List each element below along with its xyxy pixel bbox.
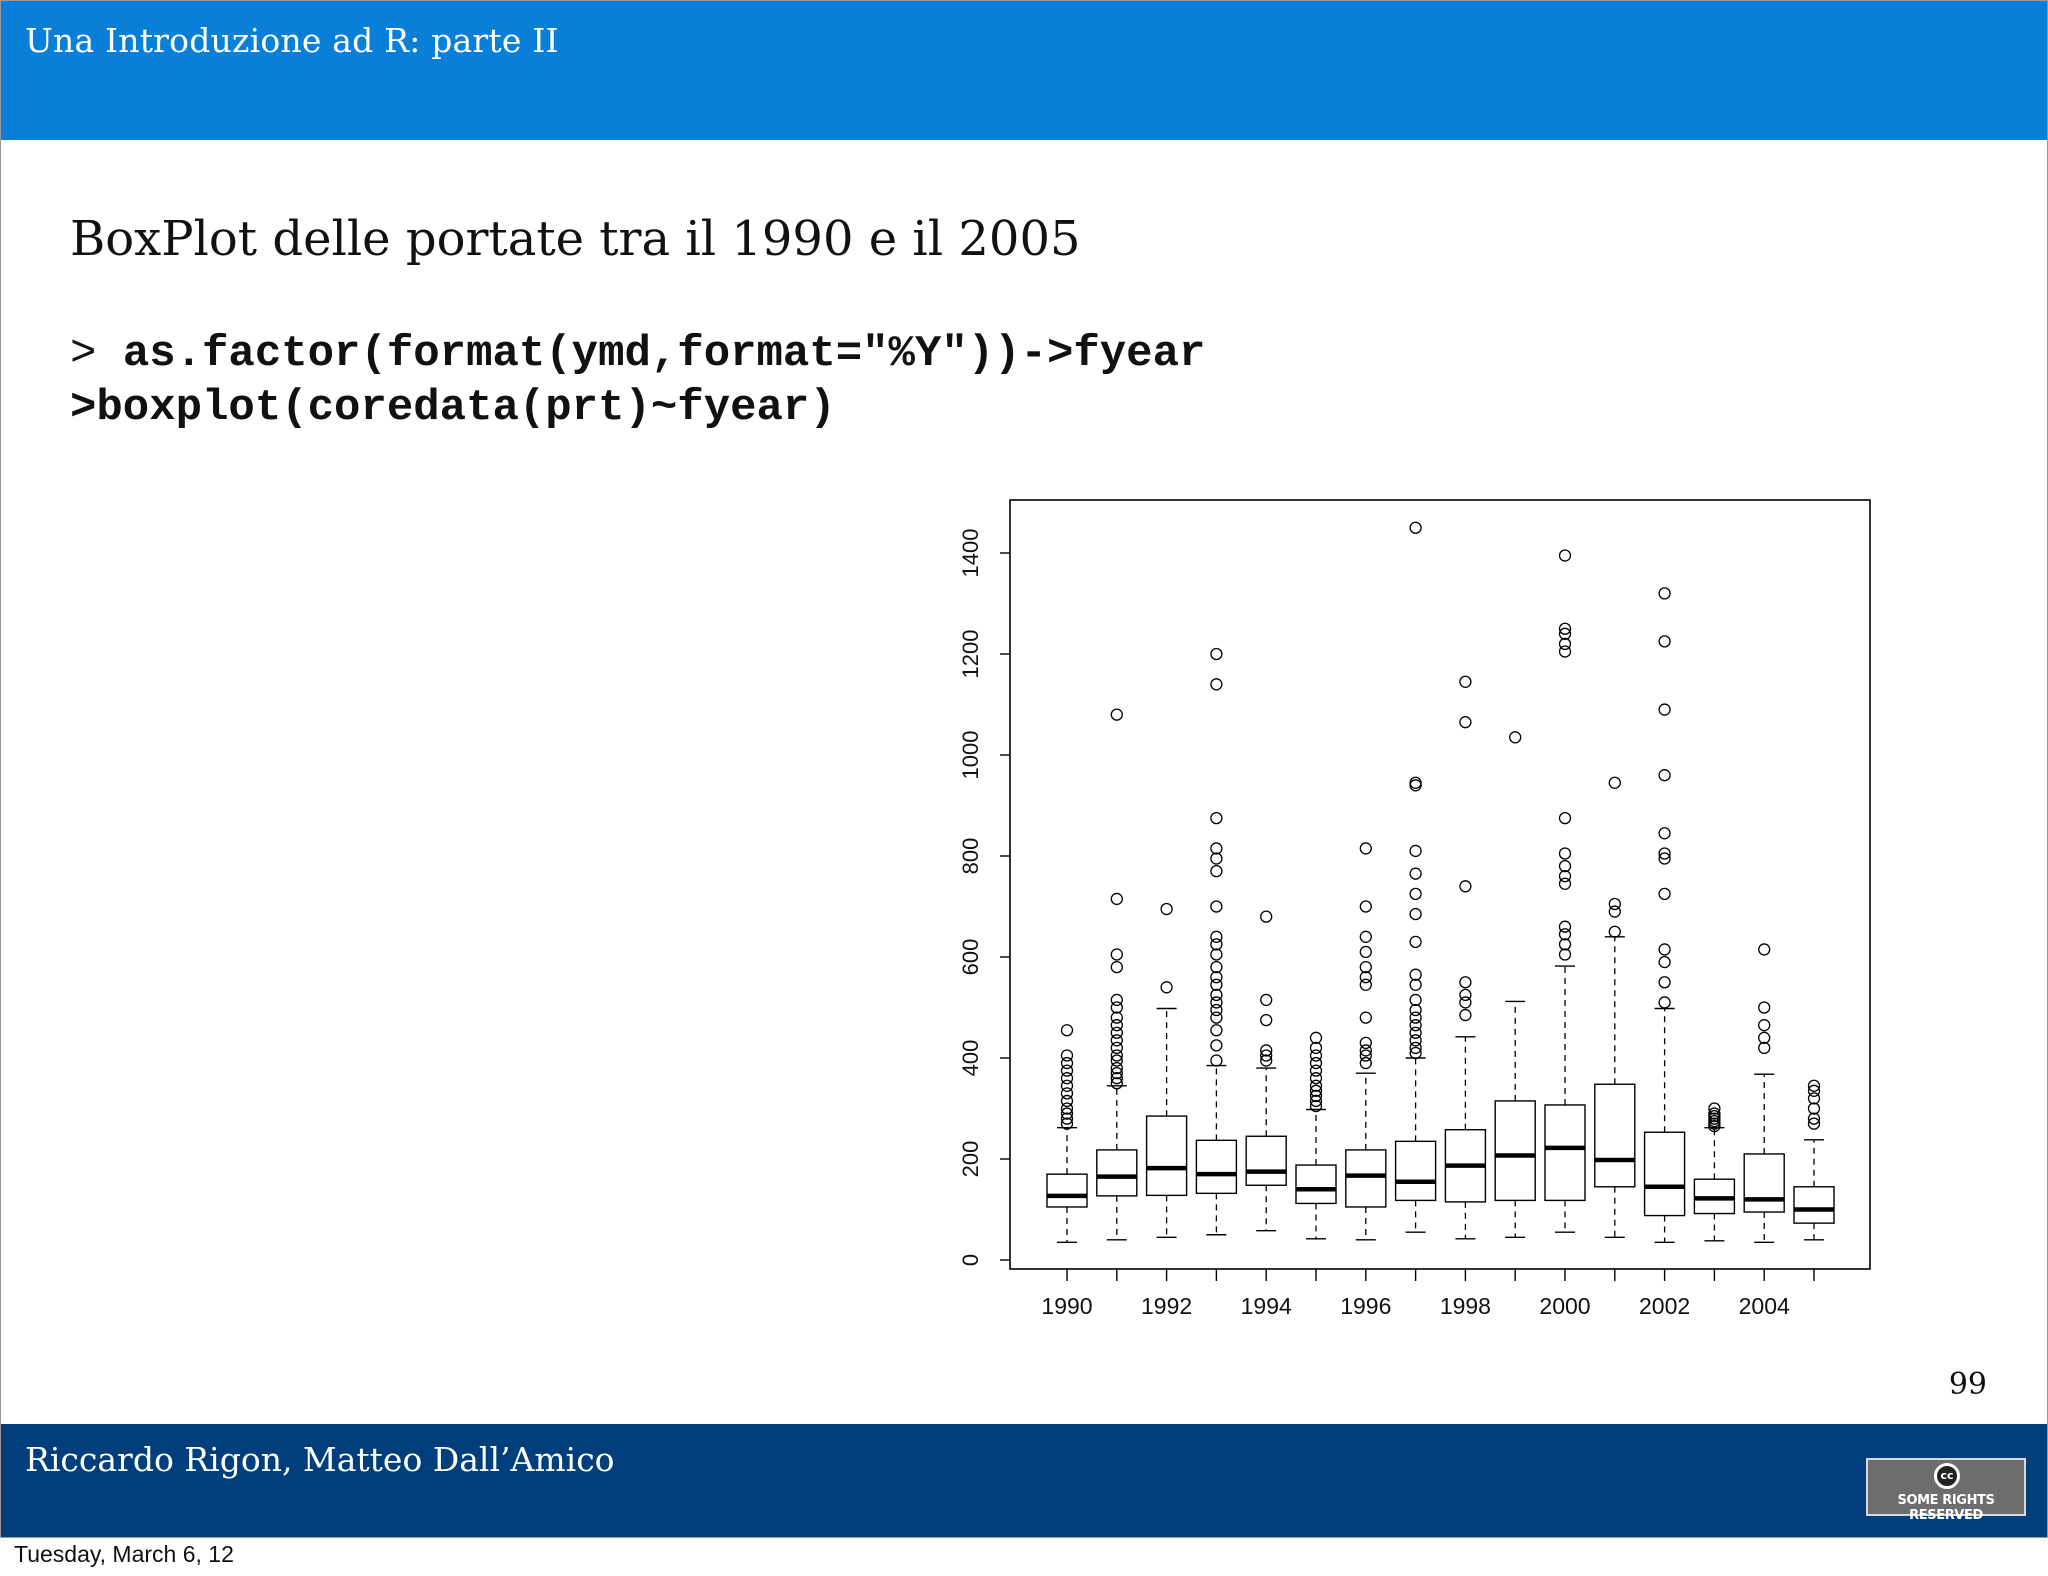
x-tick-label: 1992 — [1141, 1293, 1193, 1319]
outlier-point — [1609, 898, 1620, 909]
footer-bar — [1, 1424, 2047, 1537]
outlier-point — [1360, 1037, 1371, 1048]
outlier-point — [1659, 588, 1670, 599]
outlier-point — [1211, 813, 1222, 824]
boxplot-chart — [921, 481, 1881, 1341]
outlier-point — [1659, 828, 1670, 839]
creative-commons-icon: cc — [1934, 1463, 1960, 1489]
outlier-point — [1410, 909, 1421, 920]
outlier-point — [1410, 994, 1421, 1005]
x-tick-label: 1990 — [1041, 1293, 1093, 1319]
outlier-point — [1659, 704, 1670, 715]
outlier-point — [1659, 770, 1670, 781]
y-tick-label: 1200 — [958, 629, 983, 679]
outlier-point — [1211, 853, 1222, 864]
box — [1097, 1150, 1137, 1196]
code-line-2: >boxplot(coredata(prt)~fyear) — [70, 383, 836, 433]
outlier-point — [1360, 843, 1371, 854]
outlier-point — [1759, 1002, 1770, 1013]
x-tick-label: 1998 — [1439, 1293, 1491, 1319]
outlier-point — [1759, 1042, 1770, 1053]
outlier-point — [1759, 1032, 1770, 1043]
outlier-point — [1560, 638, 1571, 649]
box — [1047, 1174, 1087, 1207]
outlier-point — [1111, 949, 1122, 960]
outlier-point — [1161, 904, 1172, 915]
outlier-point — [1410, 979, 1421, 990]
boxplot-svg — [921, 481, 1881, 1341]
outlier-point — [1609, 777, 1620, 788]
outlier-point — [1410, 780, 1421, 791]
outlier-point — [1410, 777, 1421, 788]
outlier-point — [1111, 1012, 1122, 1023]
y-tick-label: 800 — [958, 837, 983, 875]
outlier-point — [1211, 931, 1222, 942]
outlier-point — [1360, 901, 1371, 912]
outlier-point — [1410, 868, 1421, 879]
y-tick-label: 600 — [958, 938, 983, 976]
outlier-point — [1460, 989, 1471, 1000]
outlier-point — [1211, 949, 1222, 960]
box — [1545, 1105, 1585, 1200]
outlier-point — [1560, 939, 1571, 950]
outlier-point — [1062, 1050, 1073, 1061]
outlier-point — [1560, 813, 1571, 824]
outlier-point — [1410, 1005, 1421, 1016]
box — [1744, 1154, 1784, 1212]
outlier-point — [1211, 1040, 1222, 1051]
outlier-point — [1560, 921, 1571, 932]
box — [1246, 1136, 1286, 1185]
outlier-point — [1261, 911, 1272, 922]
outlier-point — [1111, 709, 1122, 720]
outlier-point — [1560, 550, 1571, 561]
outlier-point — [1410, 845, 1421, 856]
y-tick-label: 0 — [958, 1253, 983, 1267]
outlier-point — [1460, 1010, 1471, 1021]
outlier-point — [1161, 982, 1172, 993]
outlier-point — [1659, 636, 1670, 647]
outlier-point — [1311, 1032, 1322, 1043]
code-prompt: > — [70, 329, 97, 379]
outlier-point — [1360, 1012, 1371, 1023]
outlier-point — [1659, 997, 1670, 1008]
outlier-point — [1609, 926, 1620, 937]
outlier-point — [1360, 972, 1371, 983]
y-tick-label: 200 — [958, 1140, 983, 1178]
slide-title: BoxPlot delle portate tra il 1990 e il 2005 — [70, 211, 1081, 267]
outlier-point — [1111, 994, 1122, 1005]
box — [1645, 1132, 1685, 1215]
y-tick-label: 1400 — [958, 528, 983, 578]
box — [1595, 1084, 1635, 1187]
outlier-point — [1211, 962, 1222, 973]
outlier-point — [1360, 946, 1371, 957]
outlier-point — [1211, 1055, 1222, 1066]
box — [1794, 1187, 1834, 1223]
outlier-point — [1460, 717, 1471, 728]
outlier-point — [1510, 732, 1521, 743]
outlier-point — [1759, 1020, 1770, 1031]
y-tick-label: 400 — [958, 1039, 983, 1077]
outlier-point — [1211, 901, 1222, 912]
outlier-point — [1211, 989, 1222, 1000]
outlier-point — [1111, 893, 1122, 904]
outlier-point — [1410, 969, 1421, 980]
x-tick-label: 2000 — [1539, 1293, 1591, 1319]
outlier-point — [1211, 649, 1222, 660]
outlier-point — [1460, 881, 1471, 892]
outlier-point — [1062, 1025, 1073, 1036]
x-tick-label: 2004 — [1738, 1293, 1790, 1319]
outlier-point — [1659, 957, 1670, 968]
outlier-point — [1211, 679, 1222, 690]
box — [1296, 1165, 1336, 1203]
outlier-point — [1560, 861, 1571, 872]
box — [1147, 1116, 1187, 1195]
authors: Riccardo Rigon, Matteo Dall’Amico — [25, 1440, 615, 1479]
outlier-point — [1410, 522, 1421, 533]
outlier-point — [1759, 944, 1770, 955]
outlier-point — [1560, 871, 1571, 882]
outlier-point — [1111, 962, 1122, 973]
box — [1196, 1140, 1236, 1193]
outlier-point — [1211, 1025, 1222, 1036]
outlier-point — [1659, 977, 1670, 988]
outlier-point — [1460, 676, 1471, 687]
outlier-point — [1311, 1042, 1322, 1053]
outlier-point — [1560, 949, 1571, 960]
outlier-point — [1211, 972, 1222, 983]
page-number: 99 — [1948, 1367, 1987, 1402]
outlier-point — [1360, 962, 1371, 973]
y-tick-label: 1000 — [958, 730, 983, 780]
outlier-point — [1211, 843, 1222, 854]
outlier-point — [1410, 888, 1421, 899]
outlier-point — [1659, 944, 1670, 955]
outlier-point — [1460, 977, 1471, 988]
outlier-point — [1659, 888, 1670, 899]
code-line-1: as.factor(format(ymd,format="%Y"))->fyear — [122, 329, 1206, 379]
x-tick-label: 1996 — [1340, 1293, 1392, 1319]
plot-frame — [1010, 500, 1870, 1269]
x-tick-label: 2002 — [1639, 1293, 1691, 1319]
outlier-point — [1211, 866, 1222, 877]
outlier-point — [1360, 931, 1371, 942]
box — [1495, 1101, 1535, 1200]
x-tick-label: 1994 — [1240, 1293, 1292, 1319]
box — [1346, 1150, 1386, 1207]
outlier-point — [1261, 1015, 1272, 1026]
license-badge[interactable] — [1866, 1458, 2026, 1523]
header-title: Una Introduzione ad R: parte II — [25, 21, 559, 60]
license-text: SOME RIGHTS RESERVED — [1897, 1493, 1995, 1523]
outlier-point — [1261, 994, 1272, 1005]
outlier-point — [1809, 1103, 1820, 1114]
outlier-point — [1560, 848, 1571, 859]
code-block — [70, 327, 1205, 435]
footer-date: Tuesday, March 6, 12 — [14, 1541, 234, 1567]
outlier-point — [1410, 936, 1421, 947]
header-bar — [1, 1, 2047, 140]
box — [1396, 1141, 1436, 1200]
